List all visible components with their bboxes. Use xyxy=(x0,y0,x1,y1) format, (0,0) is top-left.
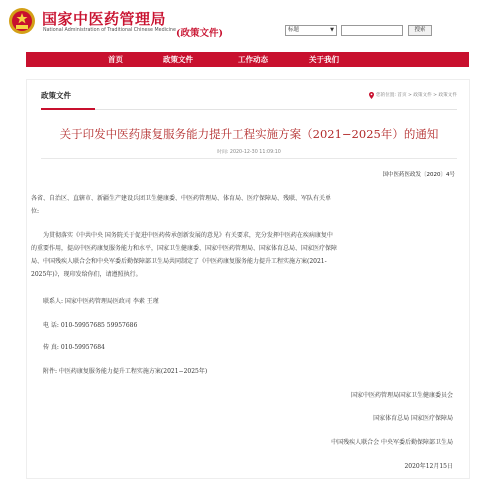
section-underline xyxy=(41,108,95,110)
main-nav xyxy=(26,52,469,67)
search-scope-value: 标题 xyxy=(288,27,300,33)
paragraph-line: 2025年)》，现印发给你们，请遵照执行。 xyxy=(31,271,142,278)
national-emblem-icon xyxy=(8,7,36,35)
paragraph-line: 局、中国残疾人联合会和中央军委后勤保障部卫生局共同制定了《中医药康复服务能力提升工程实施方案(2021- xyxy=(31,258,327,265)
site-header xyxy=(0,0,493,47)
recipients-line: 位: xyxy=(31,208,40,215)
nav-item-about[interactable]: 关于我们 xyxy=(309,55,339,64)
attachment-link[interactable]: 附件: 中医药康复服务能力提升工程实施方案(2021−2025年) xyxy=(43,368,208,375)
chevron-down-icon: ▼ xyxy=(330,27,334,33)
document-title: 关于印发中医药康复服务能力提升工程实施方案（2021−2025年）的通知 xyxy=(59,127,439,141)
section-heading: 政策文件 xyxy=(41,91,71,100)
contact-person: 联系人: 国家中医药管理局医政司 李素 王瑾 xyxy=(43,298,159,305)
signatory-line: 中国残疾人联合会 中央军委后勤保障部卫生局 xyxy=(331,439,453,446)
paragraph-line: 的重要作用，提高中医药康复服务能力和水平，国家卫生健康委、国家中医药管理局、国家体育总局、国家医疗保障 xyxy=(31,245,338,252)
site-title[interactable]: 国家中医药管理局 xyxy=(42,10,167,28)
document-number: 国中医药医政发〔2020〕4号 xyxy=(382,172,455,178)
signatory-line: 国家中医药管理局国家卫生健康委员会 xyxy=(350,392,453,399)
content-card xyxy=(26,79,470,479)
signing-date: 2020年12月15日 xyxy=(404,463,453,470)
search-button[interactable]: 搜索 xyxy=(408,25,432,36)
location-pin-icon xyxy=(369,92,374,99)
contact-fax: 传 真: 010-59957684 xyxy=(43,344,105,351)
search-scope-select[interactable] xyxy=(285,25,337,36)
section-divider xyxy=(41,109,457,110)
section-tag: (政策文件) xyxy=(176,28,223,39)
nav-item-policy[interactable]: 政策文件 xyxy=(163,55,193,64)
search-input[interactable] xyxy=(341,25,403,36)
title-divider xyxy=(41,158,457,159)
breadcrumb[interactable]: 您的位置: 首页 > 政策文件 > 政策文件 xyxy=(376,93,457,98)
publish-time: 时间: 2020-12-30 11:09:10 xyxy=(217,150,281,155)
nav-item-home[interactable]: 首页 xyxy=(108,55,123,64)
nav-item-news[interactable]: 工作动态 xyxy=(238,55,268,64)
recipients-line: 各省、自治区、直辖市、新疆生产建设兵团卫生健康委、中医药管理局、体育局、医疗保障局、残联、军队有关单 xyxy=(31,195,332,202)
site-subtitle: National Administration of Traditional Chinese Medicine xyxy=(43,28,176,33)
signatory-line: 国家体育总局 国家医疗保障局 xyxy=(373,415,453,422)
contact-phone: 电 话: 010-59957685 59957686 xyxy=(43,322,138,329)
paragraph-line: 为贯彻落实《中共中央 国务院关于促进中医药传承创新发展的意见》有关要求，充分发挥中医药在疾病康复中 xyxy=(43,232,333,239)
